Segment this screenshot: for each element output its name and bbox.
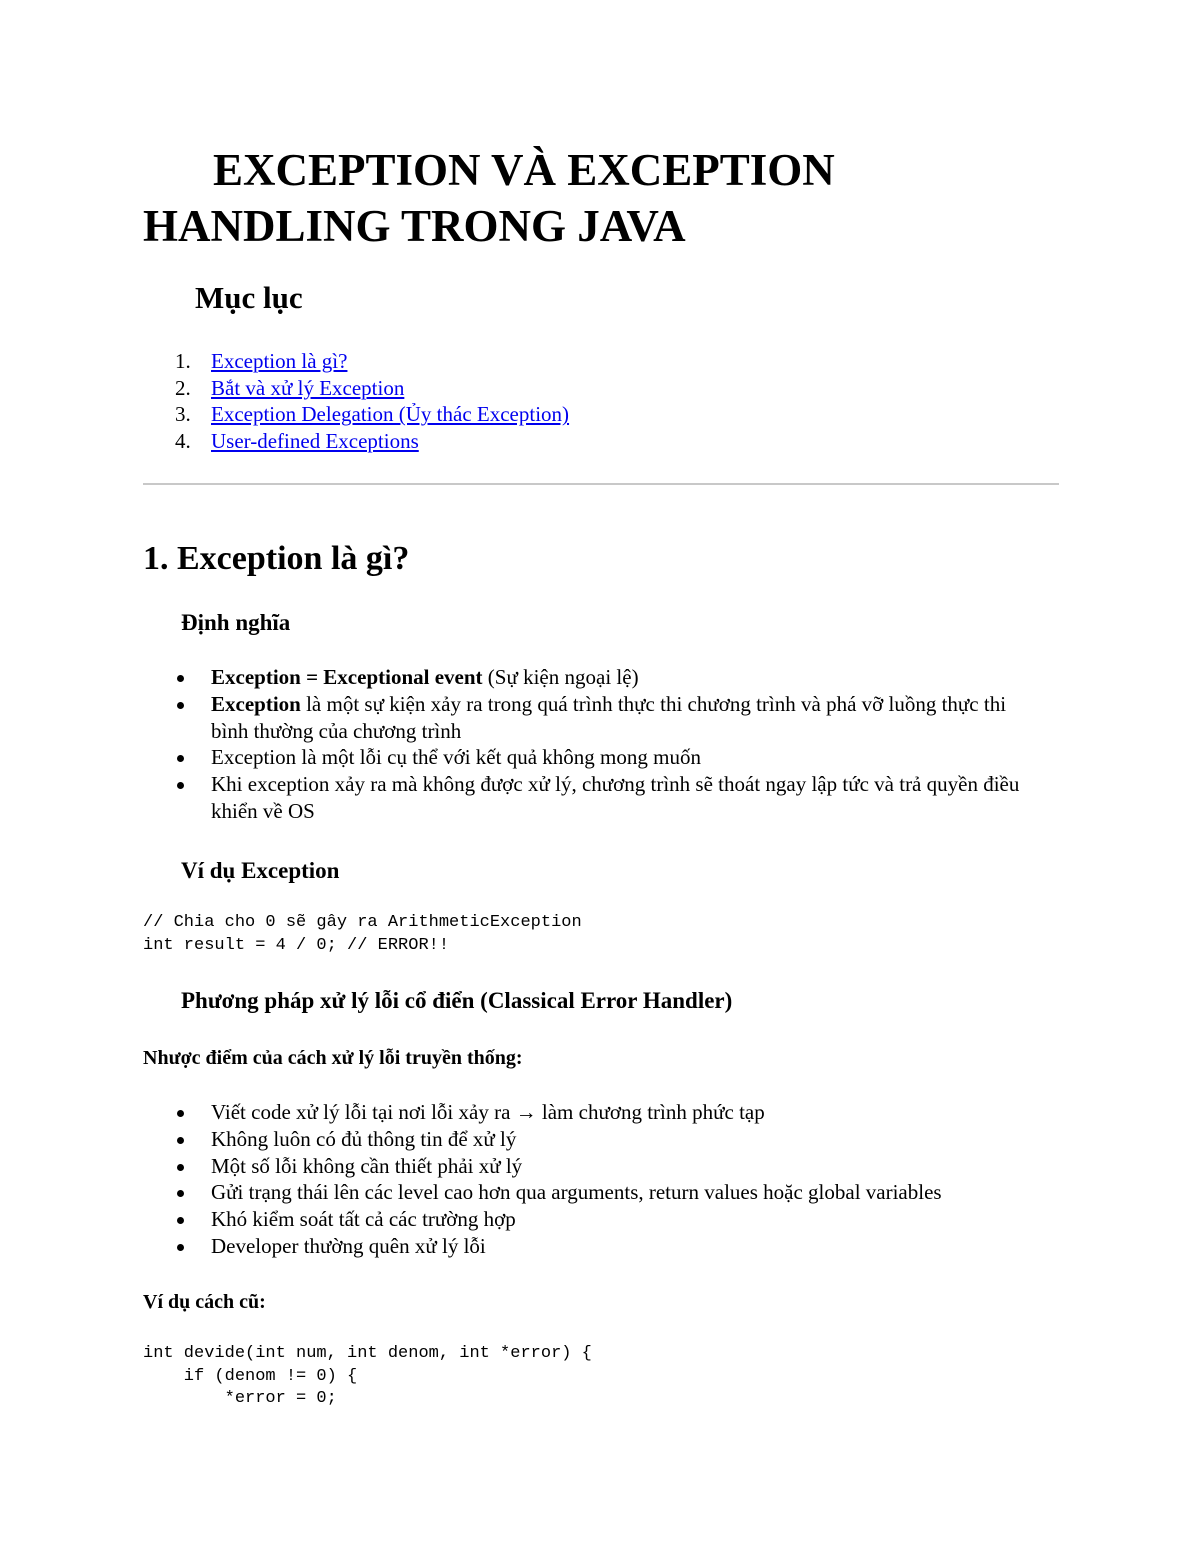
old-example-heading: Ví dụ cách cũ:: [143, 1291, 266, 1313]
list-item: Khó kiểm soát tất cả các trường hợp: [143, 1206, 1043, 1233]
toc-link-bat-va-xu-ly[interactable]: Bắt và xử lý Exception: [211, 375, 405, 400]
definition-heading: Định nghĩa: [181, 610, 291, 635]
list-item: Viết code xử lý lỗi tại nơi lỗi xảy ra → làm chương trình phức tạp: [143, 1099, 1043, 1126]
code-block-old-example: int devide(int num, int denom, int *error) { if (denom != 0) { *error = 0;: [143, 1344, 592, 1408]
list-item: Không luôn có đủ thông tin để xử lý: [143, 1126, 1043, 1153]
example-heading: Ví dụ Exception: [181, 858, 340, 883]
document-title: EXCEPTION VÀ EXCEPTION HANDLING TRONG JAVA: [143, 145, 835, 251]
toc-item-number: 4.: [175, 429, 191, 454]
item-text: là một sự kiện xảy ra trong quá trình thực thi chương trình và phá vỡ luồng thực thi bình thường của chương trình: [211, 691, 1007, 743]
item-text: (Sự kiện ngoại lệ): [482, 665, 639, 689]
table-of-contents: [143, 348, 569, 455]
drawbacks-list: [143, 1099, 1043, 1260]
classical-heading: Phương pháp xử lý lỗi cổ điển (Classical Error Handler): [181, 988, 733, 1013]
list-item: Gửi trạng thái lên các level cao hơn qua arguments, return values hoặc global variables: [143, 1179, 1043, 1206]
horizontal-divider: [143, 483, 1059, 485]
bold-term: Exception: [211, 691, 301, 716]
toc-item: [143, 375, 569, 402]
list-item: Developer thường quên xử lý lỗi: [143, 1233, 1043, 1260]
toc-heading: Mục lục: [195, 280, 303, 315]
toc-item: [143, 428, 569, 455]
toc-link-user-defined[interactable]: User-defined Exceptions: [211, 429, 419, 454]
bold-term: Exception = Exceptional event: [211, 665, 483, 689]
toc-item-number: 1.: [175, 349, 191, 373]
item-text: Exception là một lỗi cụ thể với kết quả không mong muốn: [211, 745, 701, 770]
item-text: Khi exception xảy ra mà không được xử lý, chương trình sẽ thoát ngay lập tức và trả quyền điều khiển về OS: [211, 772, 1020, 823]
definition-list: [143, 664, 1043, 825]
list-item: [143, 771, 1043, 825]
section-heading: 1. Exception là gì?: [143, 540, 410, 577]
list-item: [143, 691, 1043, 745]
drawbacks-heading: Nhược điểm của cách xử lý lỗi truyền thống:: [143, 1047, 523, 1069]
list-item: Một số lỗi không cần thiết phải xử lý: [143, 1153, 1043, 1180]
toc-item-number: 3.: [175, 402, 191, 427]
toc-link-exception-la-gi[interactable]: Exception là gì?: [211, 349, 348, 373]
list-item: [143, 664, 1043, 691]
toc-item: [143, 348, 569, 375]
toc-link-exception-delegation[interactable]: Exception Delegation (Ủy thác Exception): [211, 402, 570, 427]
toc-item-number: 2.: [175, 375, 191, 400]
toc-item: [143, 401, 569, 428]
code-block-example: // Chia cho 0 sẽ gây ra ArithmeticException int result = 4 / 0; // ERROR!!: [143, 913, 582, 955]
list-item: [143, 744, 1043, 771]
